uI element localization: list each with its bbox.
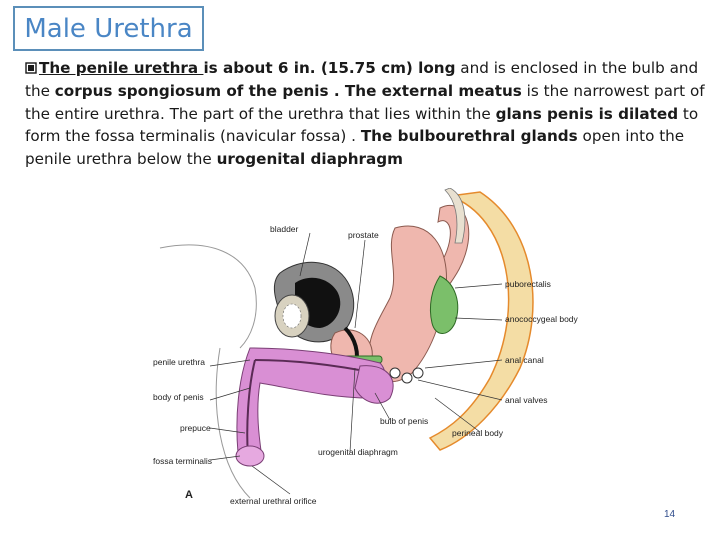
label-fossa-terminalis: fossa terminalis — [153, 456, 213, 466]
label-prepuce: prepuce — [180, 423, 211, 433]
label-puborectalis: puborectalis — [505, 279, 551, 289]
text-urogenital: urogenital diaphragm — [216, 150, 403, 169]
label-panel-letter: A — [185, 489, 193, 501]
text-fossa: to form the fossa terminalis (navicular fossa) . — [25, 104, 699, 146]
slide-title: Male Urethra — [24, 13, 193, 44]
anatomy-figure — [150, 188, 612, 516]
text-corpus: corpus spongiosum of the penis . The external meatus — [54, 81, 522, 100]
glans-penis — [236, 446, 264, 466]
text-penile-urethra: The penile urethra — [39, 59, 204, 77]
label-penile-urethra: penile urethra — [153, 357, 205, 367]
label-bladder: bladder — [270, 224, 299, 234]
label-bulb-of-penis: bulb of penis — [380, 416, 429, 426]
text-open-into: open into the penile urethra below the — [25, 127, 685, 169]
text-length: is about 6 in. (15.75 cm) long — [203, 59, 456, 77]
label-anal-canal: anal canal — [505, 355, 544, 365]
text-narrowest: is the narrowest part of the entire urethra. The part of the urethra that lies within the — [25, 81, 705, 123]
label-urogenital-diaphragm: urogenital diaphragm — [318, 447, 398, 457]
text-glans: glans penis is dilated — [495, 104, 679, 123]
text-bulbourethral: The bulbourethral glands — [360, 127, 578, 146]
label-body-of-penis: body of penis — [153, 392, 204, 402]
slide-title-box — [13, 6, 204, 51]
body-paragraph — [25, 57, 710, 171]
page-number: 14 — [664, 509, 676, 520]
male-pelvis-diagram — [150, 188, 612, 516]
label-perineal-body: perineal body — [452, 428, 504, 438]
label-prostate: prostate — [348, 230, 379, 240]
label-external-urethral-orifice: external urethral orifice — [230, 496, 317, 506]
label-anal-valves: anal valves — [505, 395, 548, 405]
checkbox-bullet-icon — [25, 58, 37, 70]
label-anococcygeal-body: anococcygeal body — [505, 314, 578, 324]
text-enclosed: and is enclosed in the bulb and the — [25, 59, 699, 100]
